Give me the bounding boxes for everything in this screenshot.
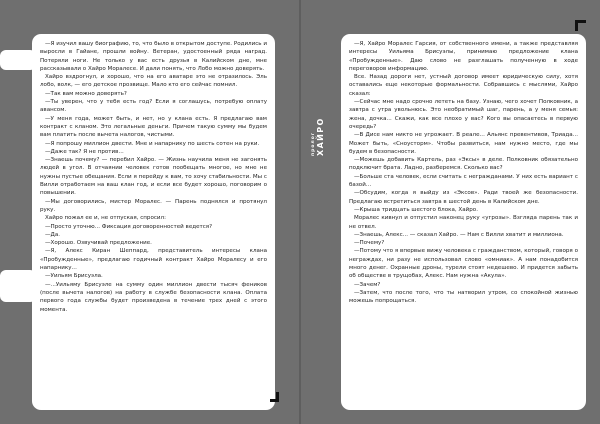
paragraph: —Знаешь почему? — перебил Хайро. — Жизнь научила меня не загонять людей в угол. В отчаянии человек готов пообещать многое, но мне не нужны пустые обещания. Если я перейду к вам, то хочу стабильности. Мы с Вилли отработаем на ваш клан год, и если все будет хорошо, поговорим о повышении.	[40, 157, 267, 197]
left-edge-tab	[0, 270, 36, 302]
paragraph: —Хорошо. Озвучивай предложение.	[45, 240, 152, 247]
paragraph: —Можешь добавить Картель, раз «Эксы» в деле. Полковник обязательно подключит брата. Ладно, разберемся. Сколько вас?	[349, 157, 578, 172]
paragraph: —Крыша тридцать шестого блока, Хайро.	[354, 206, 478, 213]
left-page-text	[32, 34, 275, 314]
paragraph: Моралес кивнул и отпустил наконец руку «угрозы». Взгляда парень так и не отвел.	[349, 215, 578, 230]
paragraph: —Сейчас мне надо срочно лететь на базу. Узнаю, чего хочет Полковник, а завтра с утра увольнюсь. Это необратимый шаг, парень, а у меня семья: жена, дочка... Скажи, как все плохо у вас? Кого вы опасаетесь в первую очередь?	[349, 99, 578, 130]
paragraph: —Почему?	[354, 240, 385, 247]
paragraph: —Даже так? Я не против...	[45, 148, 124, 155]
corner-mark	[270, 392, 280, 402]
left-edge-tab	[0, 50, 36, 70]
book-gutter	[299, 0, 301, 424]
right-page-text	[341, 34, 586, 306]
paragraph: —Так вам можно доверять?	[45, 90, 127, 97]
corner-mark	[575, 20, 586, 31]
paragraph: —Я изучил вашу биографию, то, что было в открытом доступе. Родились и выросли в Гайане, прошли войну. Ветеран, удостоенный ряда наград. Потеряли ноги. Не только у вас есть друзья в Калийском дне, мне рассказывали о Хайро Моралесе. И дали понять, что Лобо можно доверять.	[40, 41, 267, 72]
paragraph: —Ты уверен, что у тебя есть год? Если я соглашусь, потребую оплату авансом.	[40, 99, 267, 114]
paragraph: Хайро пожал ее и, не отпуская, спросил:	[45, 215, 166, 222]
paragraph: —Я, Хайро Моралес Гарсия, от собственного имени, а также представляя интересы Уильяма Брисуэлы, принимаю предложение клана «Пробужденные». Даю слово не разглашать полученную в ходе переговоров информацию.	[349, 41, 578, 72]
paragraph: —Зачем?	[354, 281, 381, 288]
paragraph: —Я, Алекс Киран Шеппард, представитель интересы клана «Пробужденные», предлагаю годичный контракт Хайро Моралесу и его напарнику...	[40, 248, 267, 272]
chapter-title: ХАЙРО	[316, 117, 325, 156]
paragraph: Все. Назад дороги нет, устный договор имеет юридическую силу, хотя оставались еще некоторые формальности. Собравшись с мыслями, Хайро сказал:	[349, 74, 578, 97]
paragraph: —Потому что я впервые вижу человека с гражданством, который, говоря о неграждах, ни разу не использовал слово «омниак». А нам понадобится много денег. Охранные дроны, турели стоят недешево. И придется забыть об обществе в трущобах, Алекс. Нам нужна «Акула».	[349, 248, 578, 280]
chapter-heading-vertical	[311, 86, 331, 156]
paragraph: —В Дисе нам никто не угрожает. В реале... Альянс превентивов, Триада... Может быть, «Сноусторм». Чтобы развиться, нам нужно место, где мы будем в безопасности.	[349, 132, 578, 155]
chapter-number: пролог	[311, 131, 316, 156]
paragraph: —Просто уточню... Фиксация договоренностей ведется?	[45, 223, 213, 230]
paragraph: —Обсудим, когда я выйду из «Эксов». Ради твоей же безопасности. Предлагаю встретиться завтра в шестой день в Калийском дне.	[349, 190, 578, 205]
left-page	[32, 34, 275, 410]
paragraph: —Уильям Брисуэла.	[45, 273, 103, 280]
paragraph: —Я попрошу миллион двести. Мне и напарнику по шесть сотен на руки.	[45, 140, 260, 147]
paragraph: Хайро вздрогнул, и хорошо, что на его аватаре это не отразилось. Эль лобо, волк, — его детское прозвище. Мало кто его сейчас помнил.	[40, 74, 267, 89]
paragraph: —Затем, что после того, что ты натворил утром, со спокойной жизнью можешь попрощаться.	[349, 289, 578, 305]
right-page	[341, 34, 586, 410]
paragraph: —Больше ста человек, если считать с негражданами. У них есть вариант с базой...	[349, 173, 578, 189]
paragraph: —...Уильяму Брисуэле на сумму один миллион двести тысяч феников (после вычета налогов) на работу в службе безопасности клана. Оплата первого года службы будет произведена в течение трех дней с этого момента.	[40, 281, 267, 313]
paragraph: —Мы договорились, мистер Моралес. — Парень поднялся и протянул руку.	[40, 198, 267, 213]
paragraph: —Да.	[45, 231, 61, 238]
paragraph: —У меня года, может быть, и нет, но у клана есть. Я предлагаю вам контракт с кланом. Это легальные деньги. Причем такую сумму мы будем вам платить после вычета налогов, чистыми.	[40, 115, 267, 139]
paragraph: —Знаешь, Алекс... — сказал Хайро. — Нам с Вилли хватит и миллиона.	[354, 231, 564, 238]
